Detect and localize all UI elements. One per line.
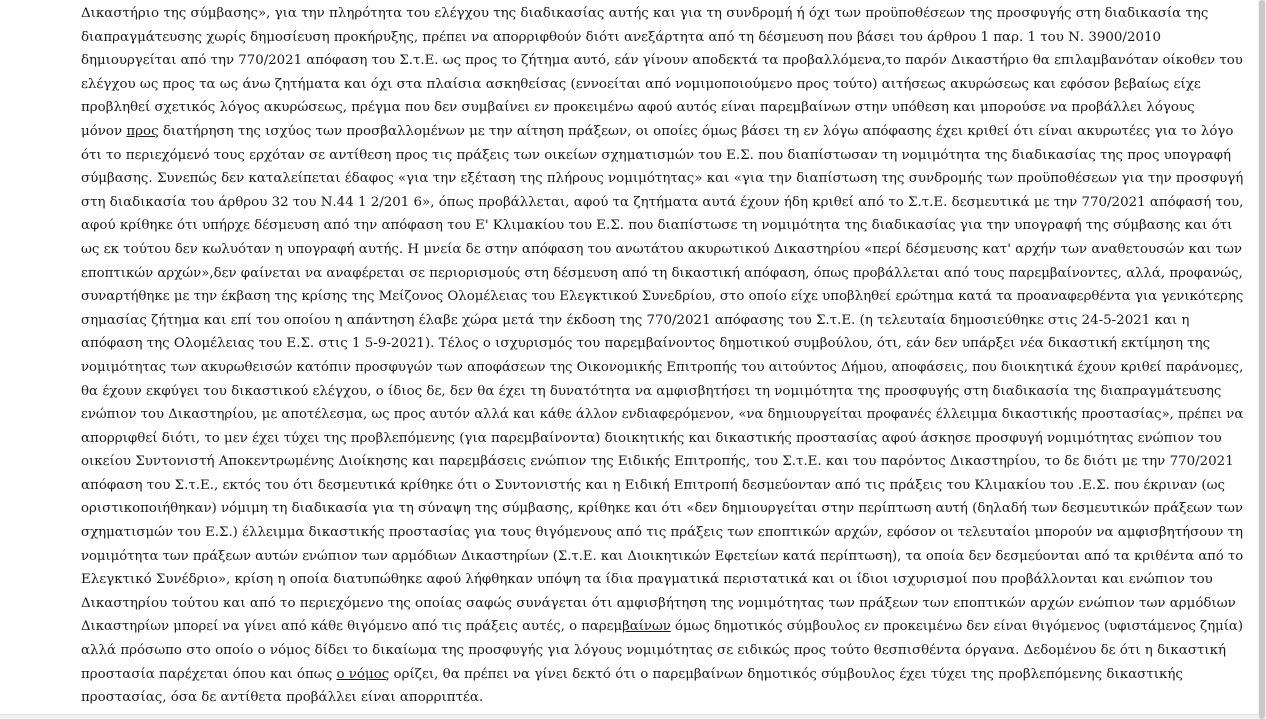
text-line: αλλά πρόσωπο στο οποίο ο νόμος δίδει το δικαίωμα της προσφυγής για λόγους νομιμότητας σε ειδικώς προς τούτο θεσπισθέντα όργανα. Δεδομένου δε ότι η δικαστική [81, 643, 1227, 659]
text-segment: Δικαστηρίων μπορεί να γίνει από κάθε θιγόμενο από τις πράξεις αυτές, ο παρεμ [81, 619, 623, 635]
text-line: προβληθεί σχετικός λόγος ακυρώσεως, πρέγμα που δεν συμβαίνει εν προκειμένω αφού αυτός είναι παρεμβαίνων στην υπόθεση και μπορούσε να προβάλλει λόγους [81, 100, 1195, 116]
text-line: νομιμότητα των πράξεων αυτών ενώπιον των αρμόδιων Δικαστηρίων (Σ.τ.Ε. και Διοικητικών Εφετείων κατά περίπτωση), τα οποία δεν δεσμεύονται από τα κριθέντα από το [81, 548, 1244, 564]
text-line: σημασίας ζήτημα και επί του οποίου η απάντηση έλαβε χώρα μετά την έκδοση της 770/2021 απόφασης του Σ.τ.Ε. (η τελευταία δημοσιεύθηκε στις 24-5-2021 και η [81, 312, 1190, 328]
text-line: αφού κρίθηκε ότι υπήρχε δέσμευση από την απόφαση του Ε' Κλιμακίου του Ε.Σ. που διαπίστωσε τη νομιμότητα της διαδικασίας για την υπογραφή της σύμβασης και ότι [81, 218, 1233, 234]
text-line: απόφαση του Σ.τ.Ε., εκτός του ότι δεσμευτικά κρίθηκε ότι ο Συντονιστής και η Ειδική Επιτροπή δεσμεύονταν από τις πράξεις του Κλιμακίου του .Ε.Σ. που έκριναν (ως [81, 477, 1226, 493]
text-line: διαπραγμάτευσης χωρίς δημοσίευση προκήρυξης, πρέπει να απορριφθούν διότι ανεξάρτητα από τη δέσμευση που βάσει του άρθρου 1 παρ. 1 του Ν. 3900/2010 [81, 29, 1162, 45]
underlined-text: βαίνων [622, 619, 671, 635]
text-line: νομιμότητας των ακυρωθεισών κατόπιν προσφυγών των αποφάσεων της Οικονομικής Επιτροπής του αιτούντος Δήμου, αποφάσεις, που διοικητικά έχουν κριθεί παράνομες, [81, 359, 1244, 375]
text-segment: προστασία παρέχεται όπου και όπως [81, 666, 337, 682]
text-line: προστασίας, όσα δε αντίθετα προβάλλει είναι απορριπτέα. [81, 690, 484, 706]
text-segment: όμως δημοτικός σύμβουλος εν προκειμένω δεν είναι θιγόμενος (υφιστάμενος ζημία) [670, 619, 1244, 635]
text-line: απόφαση της Ολομέλειας του Ε.Σ. στις 1 5-9-2021). Τέλος ο ισχυρισμός του παρεμβαίνοντος δημοτικού συμβούλου, ότι, εάν δεν υπάρξει νέα δικαστική εκτίμηση της [81, 336, 1211, 352]
text-line: οικείου Συντονιστή Αποκεντρωμένης Διοίκησης και παρεμβάσεις ενώπιον της Ειδικής Επιτροπής, του Σ.τ.Ε. και του παρόντος Δικαστηρίου, το δε διότι με την 770/2021 [81, 454, 1234, 470]
text-line: Δικαστηρίου τούτου και από το περιεχόμενο της οποίας σαφώς συνάγεται ότι αμφισβήτηση της νομιμότητας των πράξεων των εποπτικών αρχών ενώπιον των αρμόδιων [81, 595, 1236, 611]
text-line: θα έχουν εκφύγει του δικαστικού ελέγχου, ο ίδιος δε, δεν θα έχει τη δυνατότητα να αμφισβητήσει τη νομιμότητα της προσφυγής στη διαδικασία της διαπραγμάτευσης [81, 383, 1222, 399]
text-line: απορριφθεί διότι, το μεν έχει τύχει της προβλεπόμενης (για παρεμβαίνοντα) διοικητικής και δικαστικής προστασίας αφού άσκησε προσφυγή νομιμότητας ενώπιον του [81, 430, 1222, 446]
text-line [81, 615, 1244, 639]
text-line [81, 120, 1251, 144]
text-line: οριστικοποιήθηκαν) νόμιμη τη διαδικασία για τη σύναψη της σύμβασης, κρίθηκε και ότι «δεν δημιουργείται στην περίπτωση αυτή (δηλαδή των δεσμευτικών πράξεων των [81, 501, 1243, 517]
document-text [81, 2, 1251, 710]
text-line: σχηματισμών του Ε.Σ.) έλλειμμα δικαστικής προστασίας για τους θιγόμενους από τις πράξεις των εποπτικών αρχών, εφόσον οι τελευταίοι μπορούν να αμφισβητήσουν τη [81, 525, 1243, 541]
text-line: Δικαστήριο της σύμβασης», για την πληρότητα του ελέγχου της διαδικασίας αυτής και για τη συνδρομή ή όχι των προϋποθέσεων της προσφυγής στη διαδικασία της [81, 6, 1209, 21]
bottom-edge [0, 714, 1258, 719]
text-segment: μόνον [81, 123, 127, 139]
text-line: εποπτικών αρχών»,δεν φαίνεται να αναφέρεται σε περιορισμούς στη δέσμευση από τη δικαστική απόφαση, όπως προβάλλεται από τους παρεμβαίνοντες, αλλά, προφανώς, [81, 265, 1243, 281]
text-line: δημιουργείται από την 770/2021 απόφαση του Σ.τ.Ε. ως προς το ζήτημα αυτό, εάν γίνουν αποδεκτά τα προβαλλόμενα,το παρόν Δικαστήριο θα επιλαμβανόταν οίκοθεν του [81, 53, 1243, 69]
text-line: ενώπιον του Δικαστηρίου, με αποτέλεσμα, ως προς αυτόν αλλά και κάθε άλλον ενδιαφερόμενον, «να δημιουργείται προφανές έλλειμμα δικαστικής προστασίας», πρέπει να [81, 407, 1244, 423]
text-line: συναρτήθηκε με την έκβαση της κρίσης της Μείζονος Ολομέλειας του Ελεγκτικού Συνεδρίου, στο οποίο είχε υποβληθεί ερώτημα κατά τα προαναφερθέντα για γενικότερης [81, 289, 1244, 305]
text-line [81, 663, 1251, 687]
text-line: στη διαδικασία του άρθρου 32 του Ν.44 1 2/201 6», όπως προβάλλεται, αφού τα ζητήματα αυτά έχουν ήδη κριθεί από το Σ.τ.Ε. δεσμευτικά με την 770/2021 απόφασή του, [81, 194, 1244, 210]
text-segment: ορίζει, θα πρέπει να γίνει δεκτό ότι ο παρεμβαίνων δημοτικός σύμβουλος έχει τύχει της προβλεπόμενης δικαστικής [389, 666, 1183, 682]
text-line: σύμβασης. Συνεπώς δεν καταλείπεται έδαφος «για την εξέταση της πλήρους νομιμότητας» και «για την διαπίστωση της συνδρομής των προϋποθέσεων για την προσφυγή [81, 171, 1244, 187]
scrollbar-thumb[interactable] [1259, 0, 1265, 719]
text-line: Ελεγκτικό Συνέδριο», κρίση η οποία διατυπώθηκε αφού λήφθηκαν υπόψη τα ίδια πραγματικά περιστατικά και οι ίδιοι ισχυρισμοί που προβάλλονται και ενώπιον του [81, 572, 1213, 588]
vertical-scrollbar[interactable] [1258, 0, 1266, 719]
underlined-text: προς [126, 123, 159, 139]
text-line: ως εκ τούτου δεν κωλυόταν η υπογραφή αυτής. Η μνεία δε στην απόφαση του ανωτάτου ακυρωτικού Δικαστηρίου «περί δέσμευσης κατ' αρχήν των αναθετουσών και των [81, 241, 1243, 257]
text-segment: διατήρηση της ισχύος των προσβαλλομένων με την αίτηση πράξεων, οι οποίες όμως βάσει τη εν λόγω απόφασης έχει κριθεί ότι είναι ακυρωτέες για το λόγο [158, 123, 1234, 139]
underlined-text: ο νόμος [336, 666, 390, 682]
text-line: ότι το περιεχόμενό τους ερχόταν σε αντίθεση προς τις πράξεις των οικείων σχηματισμών του Ε.Σ. που διαπίστωσαν τη νομιμότητα της διαδικασίας της προς υπογραφή [81, 147, 1232, 163]
text-line: ελέγχου ως προς τα ως άνω ζητήματα και όχι στα πλαίσια ασκηθείσας (εννοείται από νομιμοποιούμενο προς τούτο) αιτήσεως ακυρώσεως και εφόσον βεβαίως είχε [81, 76, 1201, 92]
